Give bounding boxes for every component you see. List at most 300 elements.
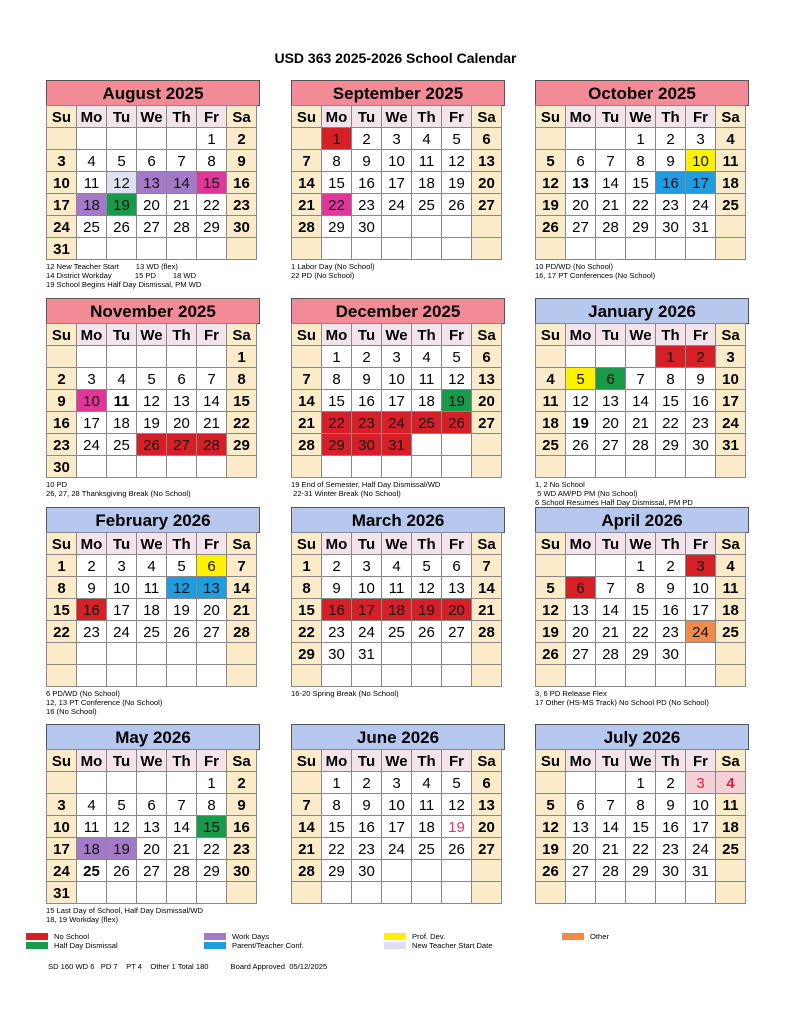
day-cell: 19 — [441, 171, 472, 194]
day-cell: 18 — [411, 815, 442, 838]
week-row — [291, 838, 505, 860]
weekday-label: Sa — [226, 105, 257, 128]
day-cell: 26 — [441, 411, 472, 434]
day-cell: 28 — [166, 215, 197, 238]
day-cell: 25 — [136, 620, 167, 643]
empty-day-cell — [291, 664, 322, 687]
empty-day-cell — [471, 881, 502, 904]
month-6 — [535, 298, 749, 507]
empty-day-cell — [535, 771, 566, 794]
weekday-label: Fr — [441, 105, 472, 128]
week-row — [535, 216, 749, 238]
empty-day-cell — [441, 664, 472, 687]
weekday-label: Tu — [106, 323, 137, 346]
empty-day-cell — [625, 237, 656, 260]
day-cell: 14 — [471, 576, 502, 599]
month-title: March 2026 — [291, 507, 505, 533]
week-row — [535, 368, 749, 390]
day-cell: 30 — [351, 859, 382, 882]
day-cell: 28 — [196, 433, 227, 456]
empty-day-cell — [595, 881, 626, 904]
note-line: 1 Labor Day (No School) — [291, 262, 375, 271]
day-cell: 28 — [291, 215, 322, 238]
day-cell: 30 — [226, 215, 257, 238]
empty-day-cell — [535, 881, 566, 904]
empty-day-cell — [471, 215, 502, 238]
weekday-label: We — [136, 105, 167, 128]
day-cell: 8 — [625, 793, 656, 816]
day-cell: 15 — [291, 598, 322, 621]
day-cell: 14 — [595, 171, 626, 194]
day-cell: 11 — [411, 149, 442, 172]
note-line: 5 WD AM/PD PM (No School) — [535, 489, 638, 498]
day-cell: 27 — [471, 193, 502, 216]
month-notes — [535, 478, 749, 507]
day-cell: 11 — [715, 149, 746, 172]
week-row — [291, 194, 505, 216]
day-cell: 1 — [196, 771, 227, 794]
day-cell: 17 — [46, 837, 77, 860]
day-cell: 4 — [411, 127, 442, 150]
empty-day-cell — [106, 664, 137, 687]
day-cell: 27 — [565, 215, 596, 238]
day-cell: 19 — [535, 620, 566, 643]
day-cell: 19 — [166, 598, 197, 621]
day-cell: 29 — [321, 433, 352, 456]
week-row — [535, 194, 749, 216]
weekday-header-row — [291, 533, 505, 555]
weekday-label: Su — [46, 323, 77, 346]
week-row — [291, 816, 505, 838]
day-cell: 27 — [136, 215, 167, 238]
weekday-header-row — [291, 750, 505, 772]
day-cell: 7 — [166, 149, 197, 172]
day-cell: 29 — [321, 215, 352, 238]
empty-day-cell — [715, 881, 746, 904]
month-title: April 2026 — [535, 507, 749, 533]
empty-day-cell — [291, 127, 322, 150]
weekday-label: Th — [166, 532, 197, 555]
week-row — [291, 150, 505, 172]
day-cell: 27 — [565, 642, 596, 665]
day-cell: 3 — [351, 554, 382, 577]
legend-prof-dev — [384, 932, 492, 950]
day-cell: 9 — [226, 793, 257, 816]
day-cell: 29 — [196, 859, 227, 882]
month-11 — [291, 724, 505, 906]
empty-day-cell — [351, 455, 382, 478]
day-cell: 21 — [291, 411, 322, 434]
day-cell: 13 — [441, 576, 472, 599]
empty-day-cell — [471, 859, 502, 882]
month-2 — [291, 80, 505, 280]
day-cell: 11 — [76, 171, 107, 194]
day-cell: 28 — [226, 620, 257, 643]
day-cell: 6 — [471, 345, 502, 368]
empty-day-cell — [715, 859, 746, 882]
month-12 — [535, 724, 749, 906]
day-cell: 4 — [76, 149, 107, 172]
weekday-label: Su — [535, 323, 566, 346]
note-line: 16 (No School) — [46, 707, 97, 716]
empty-day-cell — [565, 127, 596, 150]
day-cell: 30 — [655, 859, 686, 882]
day-cell: 10 — [351, 576, 382, 599]
day-cell: 27 — [471, 837, 502, 860]
day-cell: 13 — [595, 389, 626, 412]
week-row — [46, 456, 260, 478]
day-cell: 26 — [106, 859, 137, 882]
empty-day-cell — [685, 237, 716, 260]
day-cell: 16 — [655, 598, 686, 621]
weekday-label: Tu — [106, 105, 137, 128]
empty-day-cell — [411, 881, 442, 904]
day-cell: 8 — [321, 793, 352, 816]
day-cell: 26 — [535, 642, 566, 665]
day-cell: 9 — [351, 149, 382, 172]
day-cell: 24 — [685, 620, 716, 643]
day-cell: 10 — [381, 793, 412, 816]
day-cell: 17 — [381, 389, 412, 412]
note-line: 3, 6 PD Release Flex — [535, 689, 607, 698]
note-line: 16-20 Spring Break (No School) — [291, 689, 399, 698]
week-row — [535, 599, 749, 621]
empty-day-cell — [76, 664, 107, 687]
empty-day-cell — [351, 881, 382, 904]
weekday-label: Su — [291, 323, 322, 346]
empty-day-cell — [46, 345, 77, 368]
weekday-label: Mo — [76, 749, 107, 772]
day-cell: 21 — [625, 411, 656, 434]
day-cell: 9 — [321, 576, 352, 599]
weekday-label: Tu — [595, 105, 626, 128]
day-cell: 25 — [535, 433, 566, 456]
day-cell: 13 — [471, 149, 502, 172]
day-cell: 3 — [381, 345, 412, 368]
weekday-label: Sa — [715, 749, 746, 772]
weekday-label: Sa — [715, 105, 746, 128]
day-cell: 4 — [136, 554, 167, 577]
weekday-label: Th — [411, 749, 442, 772]
day-cell: 3 — [106, 554, 137, 577]
day-cell: 24 — [46, 215, 77, 238]
day-cell: 9 — [46, 389, 77, 412]
week-row — [535, 882, 749, 904]
note-line: 22-31 Winter Break (No School) — [291, 489, 401, 498]
day-cell: 11 — [535, 389, 566, 412]
day-cell: 10 — [106, 576, 137, 599]
weekday-label: Th — [166, 105, 197, 128]
month-5 — [291, 298, 505, 498]
day-cell: 1 — [321, 345, 352, 368]
weekday-label: Sa — [471, 749, 502, 772]
day-cell: 31 — [685, 215, 716, 238]
day-cell: 22 — [625, 193, 656, 216]
day-cell: 29 — [321, 859, 352, 882]
weekday-header-row — [46, 533, 260, 555]
day-cell: 18 — [381, 598, 412, 621]
week-row — [535, 128, 749, 150]
day-cell: 31 — [715, 433, 746, 456]
week-row — [535, 150, 749, 172]
day-cell: 27 — [565, 859, 596, 882]
month-9 — [535, 507, 749, 707]
day-cell: 13 — [471, 793, 502, 816]
day-cell: 8 — [46, 576, 77, 599]
day-cell: 9 — [655, 793, 686, 816]
blue-swatch — [204, 942, 226, 949]
week-row — [291, 412, 505, 434]
weekday-label: Sa — [715, 532, 746, 555]
week-row — [291, 882, 505, 904]
day-cell: 20 — [196, 598, 227, 621]
weekday-label: Th — [655, 532, 686, 555]
legend-label: Prof. Dev. — [412, 932, 446, 941]
empty-day-cell — [595, 345, 626, 368]
week-row — [46, 838, 260, 860]
day-cell: 23 — [46, 433, 77, 456]
day-cell: 7 — [471, 554, 502, 577]
month-notes — [291, 904, 505, 906]
day-cell: 15 — [196, 815, 227, 838]
weekday-label: Mo — [565, 749, 596, 772]
day-cell: 29 — [625, 859, 656, 882]
day-counts: SD 160 WD 6 PD 7 PT 4 Other 1 Total 180 — [48, 962, 209, 971]
month-notes — [46, 687, 260, 716]
day-cell: 3 — [46, 793, 77, 816]
empty-day-cell — [106, 345, 137, 368]
day-cell: 11 — [136, 576, 167, 599]
empty-day-cell — [226, 455, 257, 478]
month-notes — [535, 904, 749, 906]
day-cell: 10 — [46, 815, 77, 838]
lavender-swatch — [384, 942, 406, 949]
empty-day-cell — [441, 433, 472, 456]
day-cell: 2 — [655, 771, 686, 794]
day-cell: 1 — [226, 345, 257, 368]
weekday-label: Tu — [106, 532, 137, 555]
day-cell: 24 — [381, 193, 412, 216]
day-cell: 2 — [351, 127, 382, 150]
day-cell: 6 — [565, 793, 596, 816]
red-swatch — [26, 933, 48, 940]
empty-day-cell — [441, 881, 472, 904]
weekday-label: Su — [46, 105, 77, 128]
day-cell: 17 — [76, 411, 107, 434]
day-cell: 9 — [76, 576, 107, 599]
day-cell: 30 — [226, 859, 257, 882]
week-row — [291, 665, 505, 687]
day-cell: 2 — [46, 367, 77, 390]
weekday-label: Mo — [76, 532, 107, 555]
weekday-label: Fr — [196, 749, 227, 772]
day-cell: 8 — [321, 367, 352, 390]
day-cell: 20 — [471, 171, 502, 194]
weekday-header-row — [535, 750, 749, 772]
day-cell: 30 — [655, 642, 686, 665]
empty-day-cell — [46, 127, 77, 150]
weekday-label: Sa — [471, 105, 502, 128]
day-cell: 10 — [381, 149, 412, 172]
week-row — [291, 456, 505, 478]
day-cell: 5 — [106, 149, 137, 172]
day-cell: 25 — [411, 193, 442, 216]
weekday-header-row — [46, 750, 260, 772]
day-cell: 10 — [715, 367, 746, 390]
day-cell: 19 — [441, 389, 472, 412]
day-cell: 21 — [291, 193, 322, 216]
day-cell: 27 — [595, 433, 626, 456]
week-row — [46, 390, 260, 412]
day-cell: 30 — [351, 215, 382, 238]
legend-label: Work Days — [232, 932, 269, 941]
weekday-label: We — [625, 323, 656, 346]
empty-day-cell — [196, 642, 227, 665]
day-cell: 15 — [625, 815, 656, 838]
day-cell: 14 — [226, 576, 257, 599]
note-line: 14 District Workday 15 PD 18 WD — [46, 271, 197, 280]
month-title: September 2025 — [291, 80, 505, 106]
empty-day-cell — [655, 881, 686, 904]
day-cell: 12 — [535, 171, 566, 194]
day-cell: 23 — [655, 620, 686, 643]
day-cell: 29 — [196, 215, 227, 238]
day-cell: 8 — [625, 576, 656, 599]
empty-day-cell — [411, 664, 442, 687]
month-notes — [291, 260, 505, 280]
day-cell: 7 — [595, 576, 626, 599]
day-cell: 28 — [595, 642, 626, 665]
empty-day-cell — [595, 455, 626, 478]
month-title: October 2025 — [535, 80, 749, 106]
day-cell: 2 — [226, 771, 257, 794]
empty-day-cell — [76, 345, 107, 368]
day-cell: 22 — [321, 411, 352, 434]
note-line: 10 PD — [46, 480, 68, 489]
day-cell: 2 — [321, 554, 352, 577]
note-line: 19 End of Semester, Half Day Dismissal/WD — [291, 480, 441, 489]
weekday-label: Fr — [196, 323, 227, 346]
day-cell: 8 — [226, 367, 257, 390]
weekday-label: Su — [291, 749, 322, 772]
day-cell: 15 — [321, 389, 352, 412]
empty-day-cell — [76, 771, 107, 794]
week-row — [291, 238, 505, 260]
week-row — [46, 150, 260, 172]
empty-day-cell — [595, 664, 626, 687]
day-cell: 28 — [291, 859, 322, 882]
day-cell: 6 — [136, 793, 167, 816]
empty-day-cell — [565, 455, 596, 478]
day-cell: 18 — [715, 598, 746, 621]
day-cell: 16 — [46, 411, 77, 434]
day-cell: 20 — [136, 837, 167, 860]
day-cell: 26 — [565, 433, 596, 456]
weekday-label: Sa — [226, 532, 257, 555]
empty-day-cell — [685, 664, 716, 687]
day-cell: 13 — [565, 598, 596, 621]
day-cell: 21 — [471, 598, 502, 621]
day-cell: 25 — [411, 837, 442, 860]
day-cell: 25 — [76, 859, 107, 882]
empty-day-cell — [291, 881, 322, 904]
day-cell: 13 — [136, 171, 167, 194]
day-cell: 8 — [291, 576, 322, 599]
day-cell: 12 — [535, 815, 566, 838]
day-cell: 3 — [685, 127, 716, 150]
day-cell: 9 — [655, 576, 686, 599]
empty-day-cell — [535, 127, 566, 150]
day-cell: 14 — [291, 815, 322, 838]
month-title: June 2026 — [291, 724, 505, 750]
empty-day-cell — [136, 237, 167, 260]
week-row — [535, 816, 749, 838]
day-cell: 27 — [196, 620, 227, 643]
day-cell: 4 — [715, 127, 746, 150]
week-row — [46, 816, 260, 838]
weekday-label: Mo — [321, 323, 352, 346]
empty-day-cell — [441, 215, 472, 238]
day-cell: 5 — [535, 149, 566, 172]
day-cell: 26 — [535, 215, 566, 238]
day-cell: 14 — [166, 171, 197, 194]
day-cell: 11 — [106, 389, 137, 412]
day-cell: 2 — [655, 127, 686, 150]
month-notes — [535, 260, 749, 280]
week-row — [46, 794, 260, 816]
day-cell: 3 — [685, 771, 716, 794]
day-cell: 16 — [351, 171, 382, 194]
weekday-label: Th — [411, 323, 442, 346]
day-cell: 17 — [685, 171, 716, 194]
empty-day-cell — [655, 237, 686, 260]
day-cell: 14 — [166, 815, 197, 838]
day-cell: 20 — [595, 411, 626, 434]
day-cell: 16 — [655, 171, 686, 194]
day-cell: 12 — [535, 598, 566, 621]
empty-day-cell — [595, 554, 626, 577]
day-cell: 15 — [196, 171, 227, 194]
empty-day-cell — [715, 642, 746, 665]
legend-label: No School — [54, 932, 90, 941]
day-cell: 9 — [351, 793, 382, 816]
day-cell: 4 — [715, 554, 746, 577]
day-cell: 7 — [625, 367, 656, 390]
day-cell: 4 — [76, 793, 107, 816]
day-cell: 2 — [351, 345, 382, 368]
empty-day-cell — [321, 881, 352, 904]
day-cell: 28 — [291, 433, 322, 456]
empty-day-cell — [535, 664, 566, 687]
legend-work-days — [204, 932, 304, 950]
day-cell: 5 — [166, 554, 197, 577]
day-cell: 19 — [565, 411, 596, 434]
empty-day-cell — [136, 127, 167, 150]
empty-day-cell — [226, 881, 257, 904]
month-notes — [291, 687, 505, 698]
empty-day-cell — [46, 642, 77, 665]
empty-day-cell — [76, 881, 107, 904]
empty-day-cell — [535, 554, 566, 577]
empty-day-cell — [226, 664, 257, 687]
week-row — [291, 794, 505, 816]
day-cell: 2 — [226, 127, 257, 150]
empty-day-cell — [565, 237, 596, 260]
weekday-label: Mo — [565, 105, 596, 128]
day-cell: 3 — [715, 345, 746, 368]
month-notes — [46, 904, 260, 924]
empty-day-cell — [381, 664, 412, 687]
